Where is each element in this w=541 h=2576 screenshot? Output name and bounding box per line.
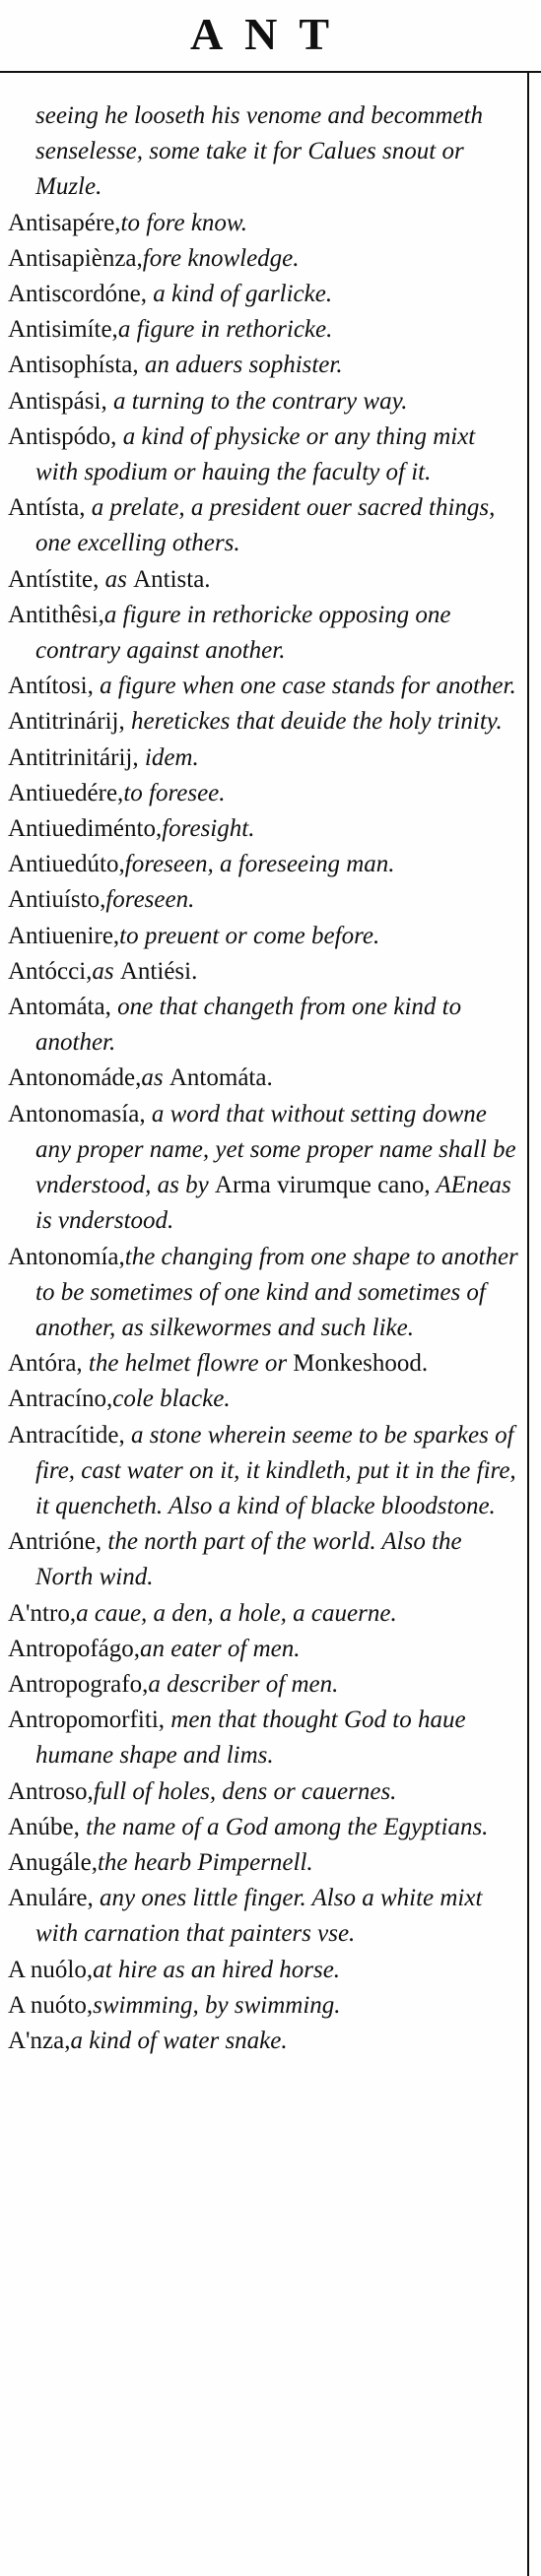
definition: swimming, by swimming. [93, 1991, 341, 2019]
definition: as [141, 1064, 169, 1092]
dictionary-entry [8, 1881, 520, 1952]
headword: A nuólo, [8, 1956, 94, 1983]
headword: Antroso, [8, 1777, 94, 1805]
definition: to fore know. [120, 209, 248, 236]
definition: foresight. [162, 815, 255, 843]
definition: one that changeth from one kind to another. [35, 994, 462, 1057]
headword: Antonomía, [8, 1243, 125, 1270]
headword: Antracítide, [8, 1421, 125, 1449]
headword: Antisophísta, [8, 352, 139, 379]
dictionary-entry [8, 2024, 520, 2059]
dictionary-entry [8, 1097, 520, 1240]
column-rule [527, 71, 529, 2576]
definition: AEneas is vnderstood. [35, 1172, 511, 1235]
definition: at hire as an hired horse. [93, 1956, 341, 1983]
dictionary-entry [8, 741, 520, 776]
cross-reference: Antiési. [119, 957, 198, 985]
dictionary-entry [8, 811, 520, 847]
cross-reference: Antista. [133, 565, 211, 593]
definition: foreseen, a foreseeing man. [124, 851, 395, 878]
definition: a caue, a den, a hole, a cauerne. [76, 1599, 397, 1627]
definition: to foresee. [123, 779, 226, 806]
definition: a figure when one case stands for another. [93, 673, 516, 700]
dictionary-entry [8, 1667, 520, 1703]
definition: the changing from one shape to another to be sometimes of one kind and sometimes of another, as silkewormes and such like. [35, 1243, 518, 1341]
headword: Antiuedúto, [8, 851, 125, 878]
definition: heretickes that deuide the holy trinity. [124, 708, 503, 736]
definition: fore knowledge. [142, 244, 300, 272]
definition: the hearb Pimpernell. [97, 1848, 313, 1876]
definition: a prelate, a president ouer sacred things, one excelling others. [35, 494, 496, 557]
entry-list [8, 98, 520, 2059]
page-header: ANT [189, 9, 352, 59]
dictionary-entry [8, 1632, 520, 1667]
definition: idem. [138, 743, 199, 771]
headword: Antropomorfiti, [8, 1707, 166, 1734]
dictionary-entry [8, 419, 520, 490]
dictionary-entry [8, 241, 520, 277]
definition: an eater of men. [140, 1635, 301, 1662]
dictionary-entry [8, 1988, 520, 2024]
cross-reference: Monkeshood. [293, 1350, 429, 1378]
definition: the helmet flowre or [82, 1350, 294, 1378]
dictionary-entry [8, 562, 520, 598]
headword: Antispási, [8, 387, 107, 415]
dictionary-entry [8, 1774, 520, 1810]
headword: Antomáta, [8, 994, 111, 1021]
dictionary-entry [8, 1596, 520, 1632]
headword: Antithêsi, [8, 601, 104, 628]
dictionary-entry [8, 847, 520, 882]
definition: any ones little finger. Also a white mixt with carnation that painters vse. [35, 1885, 483, 1948]
headword: Antracíno, [8, 1385, 113, 1413]
definition: men that thought God to haue humane shape and lims. [35, 1707, 466, 1770]
dictionary-entry [8, 1524, 520, 1595]
definition: a turning to the contrary way. [106, 387, 408, 415]
definition: cole blacke. [112, 1385, 231, 1413]
definition: a describer of men. [148, 1670, 339, 1698]
dictionary-entry [8, 669, 520, 704]
definition: to preuent or come before. [119, 922, 380, 949]
headword: Antisimíte, [8, 316, 118, 344]
headword: Antócci, [8, 957, 93, 985]
cross-reference: Arma virumque cano, [214, 1172, 431, 1199]
headword: Antonomáde, [8, 1064, 142, 1092]
definition: a figure in rethoricke opposing one contrary against another. [35, 601, 451, 665]
headword: A'nza, [8, 2027, 71, 2054]
headword: Antisapiènza, [8, 244, 143, 272]
dictionary-entry [8, 1240, 520, 1347]
entry-continuation [8, 98, 520, 206]
dictionary-entry [8, 1703, 520, 1773]
headword: Antisapére, [8, 209, 121, 236]
dictionary-entry [8, 598, 520, 669]
dictionary-entry [8, 1346, 520, 1382]
headword: A'ntro, [8, 1599, 77, 1627]
headword: Antiuísto, [8, 886, 106, 914]
headword: Antitrinárij, [8, 708, 125, 736]
headword: Antiscordóne, [8, 281, 147, 308]
headword: Antiuenire, [8, 922, 120, 949]
definition: a figure in rethoricke. [117, 316, 333, 344]
cross-reference: Antomáta. [169, 1064, 273, 1092]
headword: Antóra, [8, 1350, 83, 1378]
dictionary-entry [8, 1382, 520, 1417]
headword: Antiuediménto, [8, 815, 163, 843]
definition: full of holes, dens or cauernes. [93, 1777, 397, 1805]
headword: Antítosi, [8, 673, 94, 700]
dictionary-entry [8, 490, 520, 561]
headword: Antístite, [8, 565, 100, 593]
dictionary-entry [8, 1418, 520, 1525]
definition: seeing he looseth his venome and becommeth senselesse, some take it for Calues snout or Muzle. [35, 102, 484, 201]
dictionary-entry [8, 1953, 520, 1988]
headword: Antonomasía, [8, 1100, 146, 1127]
definition: as [99, 565, 134, 593]
dictionary-entry [8, 1845, 520, 1881]
dictionary-entry [8, 1061, 520, 1096]
definition: a stone wherein seeme to be sparkes of fire, cast water on it, it kindleth, put it in the fire, it quencheth. Also a kind of blacke bloodstone. [35, 1421, 516, 1519]
definition: foreseen. [105, 886, 195, 914]
definition: a word that without setting downe any proper name, yet some proper name shall be vnderstood, as by [35, 1100, 516, 1199]
headword: Antropofágo, [8, 1635, 140, 1662]
dictionary-entry [8, 384, 520, 419]
header-rule [0, 71, 541, 73]
definition: a kind of water snake. [70, 2027, 288, 2054]
dictionary-entry [8, 990, 520, 1061]
dictionary-entry [8, 312, 520, 348]
dictionary-entry [8, 1810, 520, 1845]
definition: the north part of the world. Also the North wind. [35, 1528, 462, 1591]
headword: Antrióne, [8, 1528, 102, 1556]
definition: a kind of physicke or any thing mixt with spodium or hauing the faculty of it. [35, 422, 476, 486]
definition: a kind of garlicke. [146, 281, 333, 308]
definition: the name of a God among the Egyptians. [79, 1813, 489, 1840]
headword: Antispódo, [8, 422, 117, 450]
definition: an aduers sophister. [138, 352, 343, 379]
dictionary-entry [8, 348, 520, 383]
headword: Antísta, [8, 494, 86, 522]
dictionary-entry [8, 919, 520, 954]
dictionary-entry [8, 776, 520, 811]
dictionary-entry [8, 704, 520, 740]
definition: as [92, 957, 120, 985]
headword: Antitrinitárij, [8, 743, 139, 771]
headword: A nuóto, [8, 1991, 94, 2019]
headword: Antropografo, [8, 1670, 149, 1698]
dictionary-entry [8, 954, 520, 990]
dictionary-entry [8, 277, 520, 312]
headword: Anugále, [8, 1848, 98, 1876]
headword: Antiuedére, [8, 779, 124, 806]
dictionary-entry [8, 882, 520, 918]
headword: Anuláre, [8, 1885, 94, 1912]
headword: Anúbe, [8, 1813, 80, 1840]
dictionary-entry [8, 206, 520, 241]
